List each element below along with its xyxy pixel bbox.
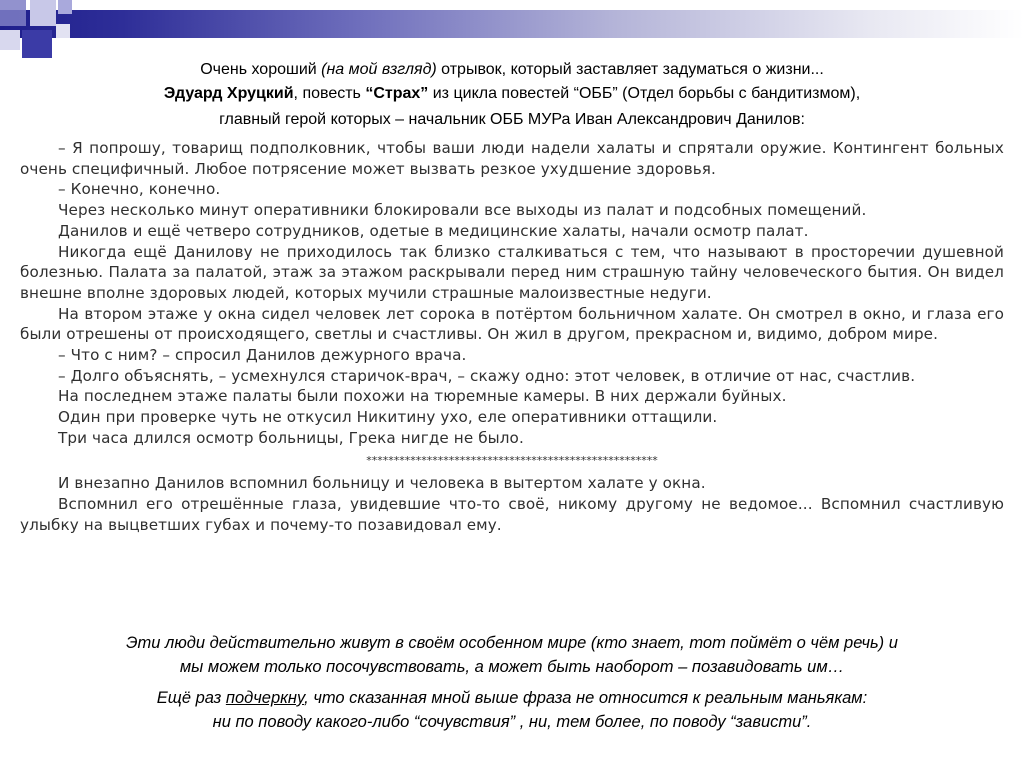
excerpt-paragraph: На последнем этаже палаты были похожи на тюремные камеры. В них держали буйных. bbox=[58, 387, 787, 406]
commentary-line: Эти люди действительно живут в своём особенном мире (кто знает, тот поймёт о чём речь) и bbox=[126, 634, 898, 652]
excerpt-paragraph: Три часа длился осмотр больницы, Грека нигде не было. bbox=[58, 428, 524, 447]
commentary-1 bbox=[0, 631, 1024, 679]
excerpt-paragraph: – Долго объяснять, – усмехнулся старичок-врач, – скажу одно: этот человек, в отличие от нас, счастлив. bbox=[58, 366, 916, 385]
emphasized-word: подчеркну bbox=[225, 689, 305, 707]
decor-square bbox=[22, 30, 52, 58]
excerpt-paragraph: Вспомнил его отрешённые глаза, увидевшие что-то своё, никому другому не ведомое... Вспомнил счастливую улыбку на выцветших губах и почему-то позавидовал ему. bbox=[20, 494, 1004, 534]
section-separator: ***************************************************** bbox=[366, 453, 658, 467]
excerpt-paragraph: Через несколько минут оперативники блокировали все выходы из палат и подсобных помещений. bbox=[58, 201, 867, 220]
excerpt-paragraph: Один при проверке чуть не откусил Никитину ухо, еле оперативники оттащили. bbox=[58, 408, 718, 427]
intro-text: отрывок, который заставляет задуматься о жизни... bbox=[436, 61, 824, 78]
excerpt-paragraph: На втором этаже у окна сидел человек лет сорока в потёртом больничном халате. Он смотрел в окно, и глаза его были отрешены от происходящего, светлы и счастливы. Он жил в другом, прекрасном и, видимо, добром мире. bbox=[20, 304, 1004, 344]
excerpt-paragraph: – Что с ним? – спросил Данилов дежурного врача. bbox=[58, 346, 467, 365]
excerpt-paragraph: Данилов и ещё четверо сотрудников, одетые в медицинские халаты, начали осмотр палат. bbox=[58, 221, 809, 240]
excerpt-paragraph: И внезапно Данилов вспомнил больницу и человека в вытертом халате у окна. bbox=[58, 474, 706, 493]
excerpt-paragraph: Никогда ещё Данилову не приходилось так близко сталкиваться с тем, что называют в просторечии душевной болезнью. Палата за палатой, этаж за этажом раскрывали перед ним страшную тайну человеческого бытия. Он видел внешне вполне здоровых людей, которых мучили страшные малоизвестные недуги. bbox=[20, 242, 1004, 302]
excerpt bbox=[20, 138, 1004, 535]
commentary-2 bbox=[0, 686, 1024, 734]
decor-square bbox=[30, 0, 56, 26]
decor-square bbox=[0, 0, 26, 26]
commentary-text: , что сказанная мной выше фраза не относится к реальным маньякам: bbox=[304, 689, 868, 707]
intro-line bbox=[0, 60, 1024, 80]
commentary-line bbox=[0, 686, 1024, 710]
decor-square bbox=[58, 0, 72, 14]
source-text: , повесть bbox=[293, 85, 366, 102]
commentary-line: ни по поводу какого-либо “сочувствия” , ни, тем более, по поводу “зависти”. bbox=[212, 713, 812, 731]
commentary-line: мы можем только посочувствовать, а может быть наоборот – позавидовать им… bbox=[179, 658, 845, 676]
decor-square bbox=[0, 30, 20, 50]
story-title: “Страх” bbox=[365, 85, 429, 102]
commentary-text: Ещё раз bbox=[156, 689, 226, 707]
decor-square bbox=[56, 24, 70, 38]
excerpt-paragraph: – Конечно, конечно. bbox=[58, 180, 221, 199]
header-gradient-band bbox=[0, 10, 1024, 38]
source-text: из цикла повестей “ОББ” (Отдел борьбы с бандитизмом), bbox=[428, 85, 861, 102]
intro-aside: (на мой взгляд) bbox=[321, 61, 437, 78]
excerpt-paragraph: – Я попрошу, товарищ подполковник, чтобы ваши люди надели халаты и спрятали оружие. Контингент больных очень специфичный. Любое потрясение может вызвать резкое ухудшение здоровья. bbox=[20, 139, 1004, 178]
hero-line: главный герой которых – начальник ОББ МУРа Иван Александрович Данилов: bbox=[219, 111, 805, 128]
source-line bbox=[0, 84, 1024, 104]
intro-text: Очень хороший bbox=[200, 61, 322, 78]
author-name: Эдуард Хруцкий bbox=[163, 85, 294, 102]
